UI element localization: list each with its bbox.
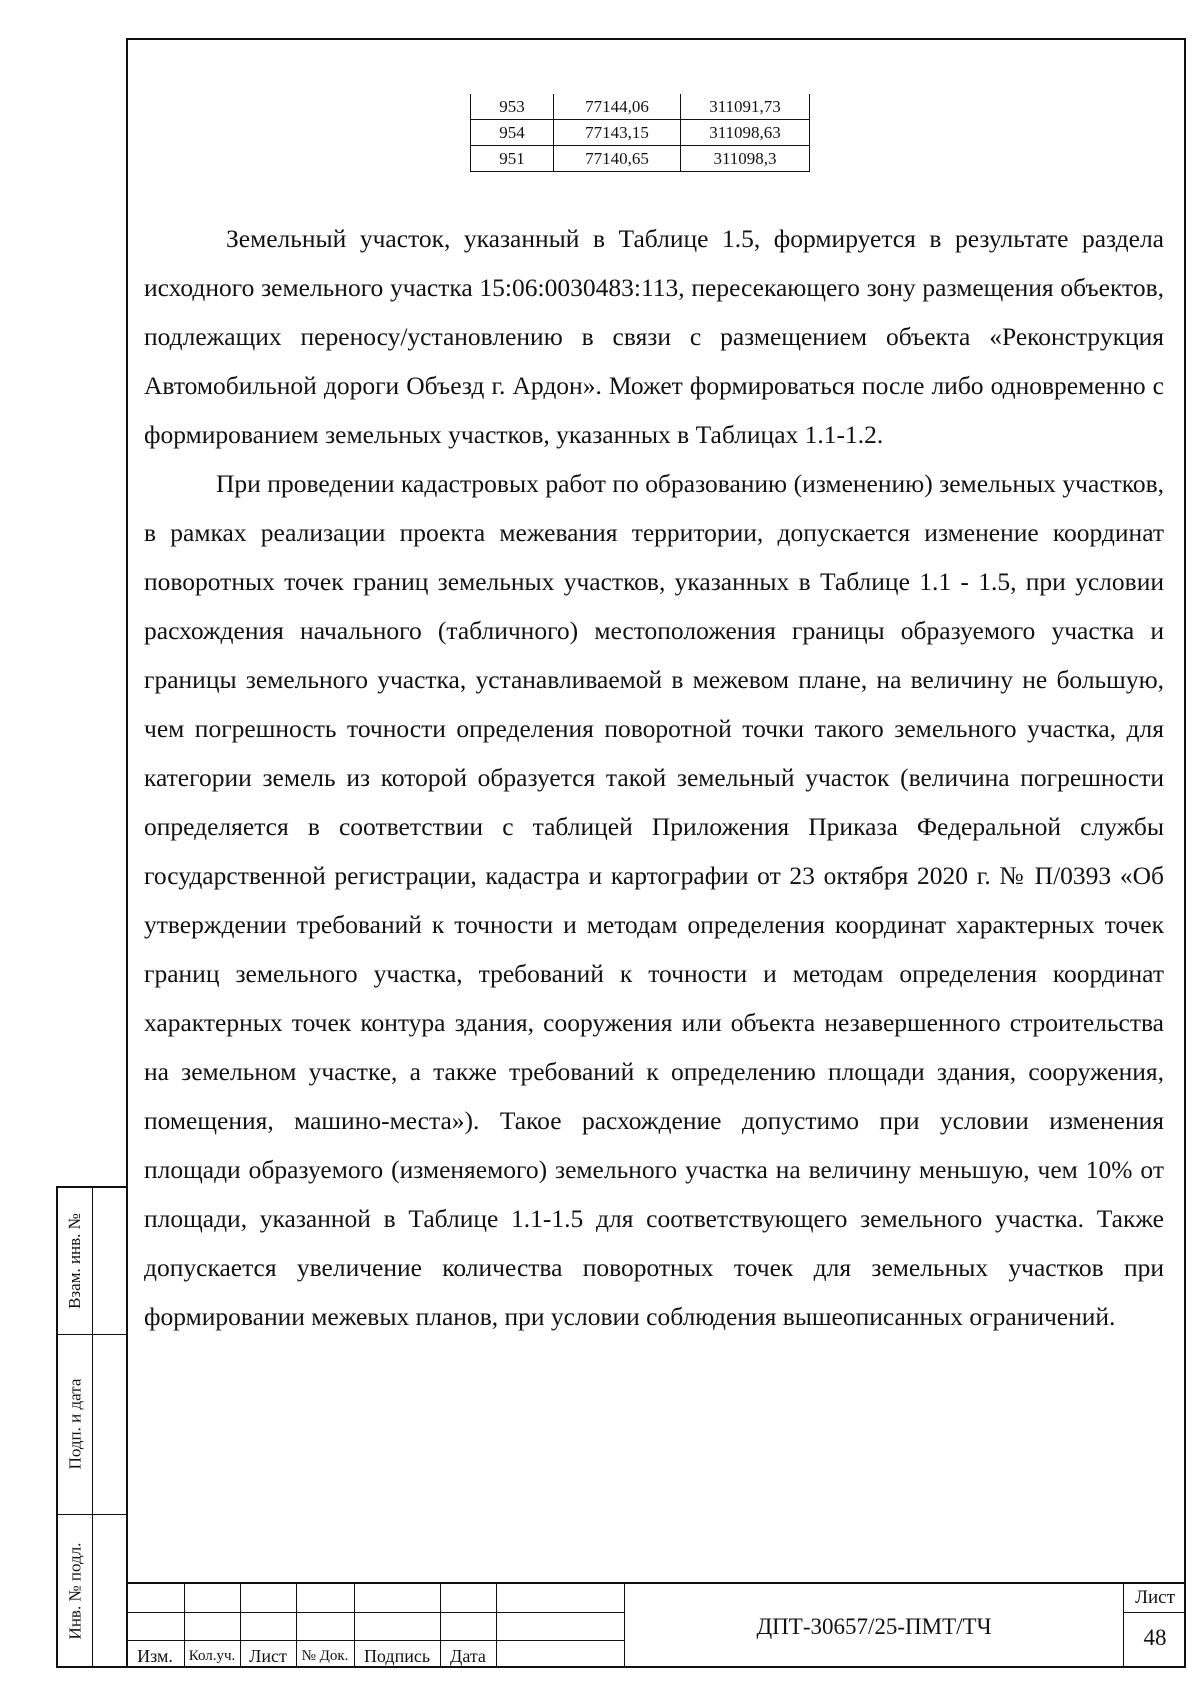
stamp-divider	[496, 1584, 497, 1668]
paragraph: При проведении кадастровых работ по образованию (изменению) земельных участков, в рамках реализации проекта межевания территории, допускается изменение координат поворотных точек границ земельных участков, указанных в Таблице 1.1 - 1.5, при условии расхождения начального (табличного) местоположения границы образуемого участка и границы земельного участка, устанавливаемой в межевом плане, на величину не большую, чем погрешность точности определения поворотной точки такого земельного участка, для категории земель из которой образуется такой земельный участок (величина погрешности определяется в соответствии с таблицей Приложения Приказа Федеральной службы государственной регистрации, кадастра и картографии от 23 октября 2020 г. № П/0393 «Об утверждении требований к точности и методам определения координат характерных точек границ земельного участка, требований к точности и методам определения координат характерных точек контура здания, сооружения или объекта незавершенного строительства на земельном участке, а также требований к определению площади здания, сооружения, помещения, машино-места»). Такое расхождение допустимо при условии изменения площади образуемого (изменяемого) земельного участка на величину меньшую, чем 10% от площади, указанной в Таблице 1.1-1.5 для соответствующего земельного участка. Также допускается увеличение количества поворотных точек для земельных участков при формировании межевых планов, при условии соблюдения вышеописанных ограничений.	[144, 469, 1164, 1331]
table-row	[471, 120, 810, 146]
y-coordinate: 311091,73	[681, 94, 810, 120]
stamp-header-doc: № Док.	[301, 1648, 349, 1664]
stamp-divider	[1124, 1612, 1186, 1613]
paragraph: Земельный участок, указанный в Таблице 1.5, формируется в результате раздела исходного земельного участка 15:06:0030483:113, пересекающего зону размещения объектов, подлежащих переносу/установлению в связи с размещением объекта «Реконструкция Автомобильной дороги Объезд г. Ардон». Может формироваться после либо одновременно с формированием земельных участков, указанных в Таблицах 1.1-1.2.	[144, 224, 1164, 449]
podp-date-label: Подп. и дата	[65, 1378, 85, 1470]
side-strip	[56, 1186, 126, 1668]
body-text	[144, 214, 1164, 1341]
stamp-divider	[126, 1640, 624, 1641]
y-coordinate: 311098,3	[681, 146, 810, 172]
sheet-number: 48	[1143, 1625, 1167, 1650]
coordinates-table	[470, 94, 810, 172]
table-row	[471, 146, 810, 172]
stamp-header-kol-uch: Кол.уч.	[188, 1648, 236, 1664]
stamp-header-izm: Изм.	[137, 1646, 173, 1666]
point-number: 953	[471, 94, 554, 120]
x-coordinate: 77143,15	[554, 120, 681, 146]
title-block	[126, 1582, 1186, 1668]
y-coordinate: 311098,63	[681, 120, 810, 146]
stamp-header-signature: Подпись	[363, 1646, 431, 1666]
document-code: ДПТ-30657/25-ПМТ/ТЧ	[756, 1614, 992, 1639]
x-coordinate: 77144,06	[554, 94, 681, 120]
sheet-label: Лист	[1135, 1587, 1175, 1608]
inv-podl-label: Инв. № подл.	[65, 1542, 84, 1640]
stamp-divider	[126, 1612, 624, 1613]
x-coordinate: 77140,65	[554, 146, 681, 172]
stamp-header-date: Дата	[450, 1646, 486, 1666]
stamp-header-list: Лист	[249, 1646, 287, 1666]
point-number: 951	[471, 146, 554, 172]
vzam-inv-label: Взам. инв. №	[65, 1213, 84, 1309]
point-number: 954	[471, 120, 554, 146]
table-row	[471, 94, 810, 120]
